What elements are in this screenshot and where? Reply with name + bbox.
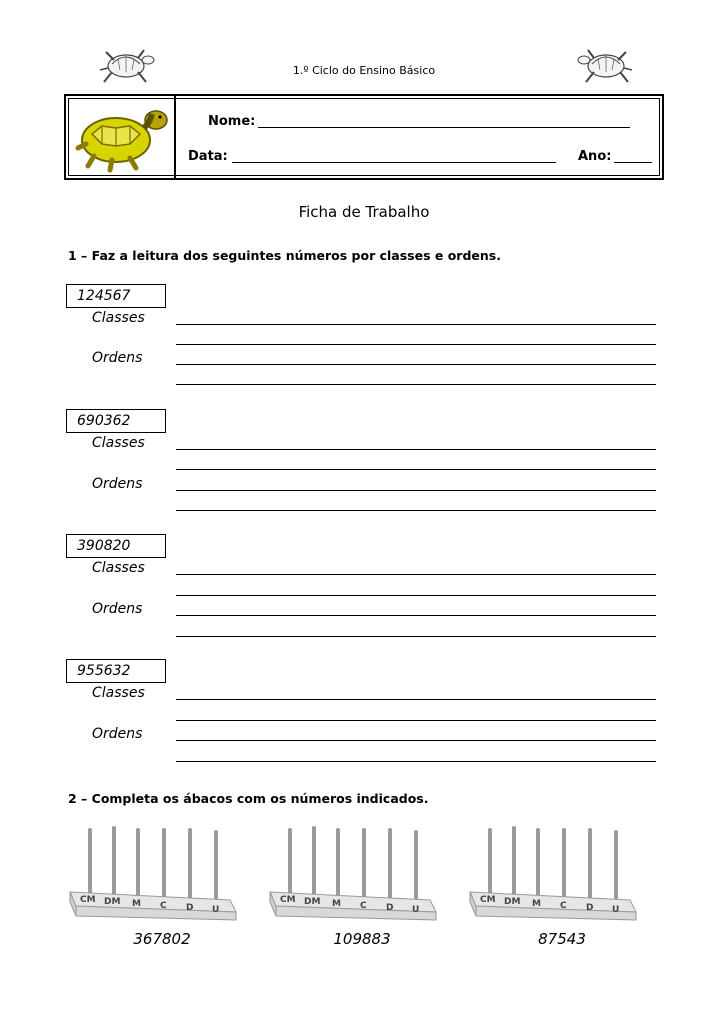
number-box: 390820 <box>66 534 166 558</box>
classes-label: Classes <box>92 310 145 326</box>
number-box: 690362 <box>66 409 166 433</box>
abacus-label-u: U <box>412 905 420 915</box>
abacus-label-m: M <box>132 899 141 909</box>
date-label: Data: <box>188 149 228 164</box>
orders-label: Ordens <box>92 601 143 617</box>
abacus-label-d: D <box>186 903 194 913</box>
answer-line[interactable] <box>176 761 656 762</box>
number-box: 124567 <box>66 284 166 308</box>
answer-line[interactable] <box>176 699 656 700</box>
answer-line[interactable] <box>176 574 656 575</box>
name-input-line[interactable] <box>258 127 630 128</box>
abacus-label-d: D <box>586 903 594 913</box>
abacus-label-c: C <box>560 901 567 911</box>
abacus-label-m: M <box>532 899 541 909</box>
answer-line[interactable] <box>176 510 656 511</box>
abacus-label-d: D <box>386 903 394 913</box>
answer-line[interactable] <box>176 490 656 491</box>
orders-label: Ordens <box>92 476 143 492</box>
abacus-number: 109883 <box>333 930 391 948</box>
abacus-label-cm: CM <box>80 895 96 905</box>
date-input-line[interactable] <box>232 162 556 163</box>
abacus-label-dm: DM <box>304 897 321 907</box>
answer-line[interactable] <box>176 615 656 616</box>
question-2-text: 2 – Completa os ábacos com os números indicados. <box>68 791 429 806</box>
abacus-label-m: M <box>332 899 341 909</box>
turtle-picture-icon <box>72 100 172 174</box>
worksheet-title: Ficha de Trabalho <box>298 203 430 221</box>
orders-label: Ordens <box>92 350 143 366</box>
orders-label: Ordens <box>92 726 143 742</box>
year-label: Ano: <box>578 149 612 164</box>
abacus-label-u: U <box>612 905 620 915</box>
answer-line[interactable] <box>176 740 656 741</box>
answer-line[interactable] <box>176 449 656 450</box>
answer-line[interactable] <box>176 469 656 470</box>
answer-line[interactable] <box>176 344 656 345</box>
school-level-title: 1.º Ciclo do Ensino Básico <box>292 64 436 77</box>
classes-label: Classes <box>92 685 145 701</box>
answer-line[interactable] <box>176 364 656 365</box>
abacus-label-cm: CM <box>480 895 496 905</box>
student-info-divider <box>174 96 176 178</box>
name-label: Nome: <box>208 114 256 129</box>
abacus-label-cm: CM <box>280 895 296 905</box>
answer-line[interactable] <box>176 324 656 325</box>
classes-label: Classes <box>92 435 145 451</box>
abacus-label-dm: DM <box>504 897 521 907</box>
question-1-text: 1 – Faz a leitura dos seguintes números por classes e ordens. <box>68 248 501 263</box>
abacus-label-dm: DM <box>104 897 121 907</box>
number-box: 955632 <box>66 659 166 683</box>
abacus-label-c: C <box>160 901 167 911</box>
abacus-label-c: C <box>360 901 367 911</box>
year-input-line[interactable] <box>614 162 652 163</box>
classes-label: Classes <box>92 560 145 576</box>
abacus[interactable] <box>66 822 242 922</box>
abacus-number: 87543 <box>538 930 586 948</box>
abacus[interactable] <box>266 822 442 922</box>
answer-line[interactable] <box>176 595 656 596</box>
answer-line[interactable] <box>176 636 656 637</box>
abacus-number: 367802 <box>133 930 191 948</box>
answer-line[interactable] <box>176 384 656 385</box>
abacus-label-u: U <box>212 905 220 915</box>
abacus[interactable] <box>466 822 642 922</box>
answer-line[interactable] <box>176 720 656 721</box>
